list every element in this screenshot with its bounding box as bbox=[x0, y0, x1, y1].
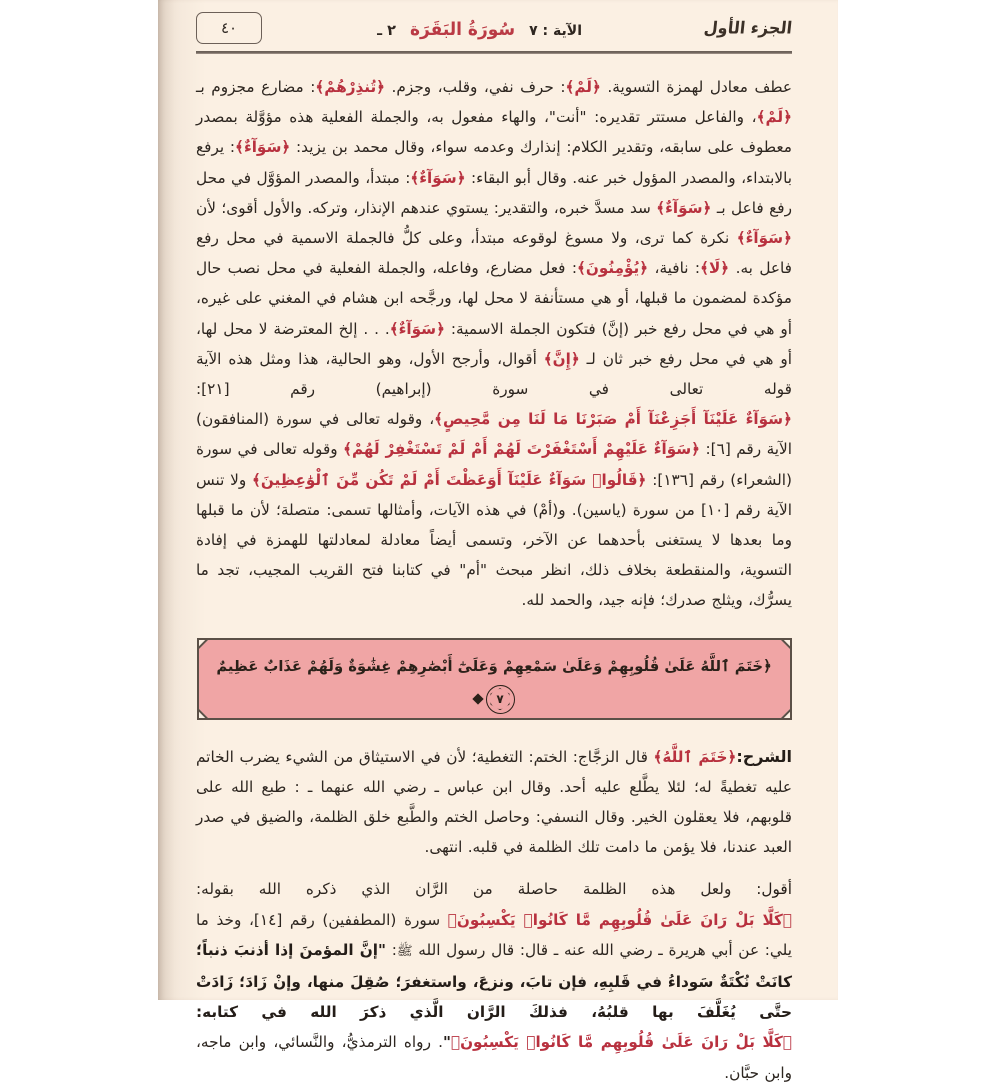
quran-fragment: ﴿تُنذِرْهُمْ﴾ bbox=[315, 78, 386, 96]
explanation-paragraph bbox=[196, 742, 792, 863]
quran-fragment: ﴿إِنَّ﴾ bbox=[543, 349, 580, 368]
juz-label: الجزء الأول bbox=[702, 17, 794, 38]
verse-box-container bbox=[196, 638, 792, 720]
page-number-box bbox=[196, 12, 262, 44]
text-fragment: ولا تنس الآية رقم [١٠] من سورة (ياسين). و(أمْ) في هذه الآيات، وأمثالها تسمى: متصلة؛ لأن ما قبلها وما بعدها لا يستغنى بأحدهما عن الآخر، وتسمى أيضاً معادلة لمعادلتها للهمزة في إفادة التسوية، والمنقطعة بخلاف ذلك، انظر مبحث "أم" في كتابنا فتح القريب المجيب، تجد ما يسرُّك، ويثلج صدرك؛ فإنه جيد، والحمد لله. bbox=[196, 470, 792, 610]
quran-fragment: ﴿يُؤْمِنُونَ﴾ bbox=[577, 259, 649, 278]
quran-fragment: ﴿كَلَّا بَلْ رَانَ عَلَىٰ قُلُوبِهِم مَّا كَانُوا۟ يَكْسِبُونَ﴾ bbox=[447, 910, 792, 929]
text-fragment: : نافية، bbox=[648, 259, 701, 278]
header-center-group bbox=[377, 20, 592, 40]
text-fragment: عطف معادل لهمزة التسوية. bbox=[600, 78, 792, 96]
surah-number-label: ٢ ـ bbox=[377, 23, 396, 39]
text-fragment: نكرة كما ترى، ولا مسوغ لوقوعه مبتدأ، وعلى كلُّ فالجملة الاسمية في محل رفع فاعل به. bbox=[196, 229, 792, 278]
quran-fragment: ﴿سَوَآءٌ﴾ bbox=[235, 138, 291, 157]
quran-fragment: ﴿سَوَآءٌ﴾ bbox=[389, 319, 445, 338]
text-fragment: سورة (المطففين) رقم [١٤]، وخذ ما يلي: عن أبي هريرة ـ رضي الله عنه ـ قال: قال رسول الله bbox=[196, 910, 792, 959]
text-fragment: : يرفع بالابتداء، والمصدر المؤول خبر عنه. وقال أبو البقاء: bbox=[196, 138, 792, 187]
author-note-paragraph bbox=[196, 874, 792, 1087]
quran-verse-text: ﴿خَتَمَ ٱللَّهُ عَلَىٰ قُلُوبِهِمْ وَعَلَىٰ سَمْعِهِمْ وَعَلَىٰٓ أَبْصَٰرِهِمْ غِشَٰوَةٌ وَلَهُمْ عَذَابٌ عَظِيمٌ bbox=[216, 657, 772, 675]
quran-fragment: ﴿لَمْ﴾ bbox=[565, 78, 601, 96]
quran-fragment: ﴿سَوَآءٌ عَلَيْنَآ أَجَزِعْنَآ أَمْ صَبَرْنَا مَا لَنَا مِن مَّحِيصٍ﴾ bbox=[434, 410, 792, 429]
hadith-fragment: " bbox=[443, 1033, 451, 1052]
quran-verse-box bbox=[197, 638, 792, 720]
text-fragment: قال الزجَّاج: الختم: التغطية؛ لأن في الاستيثاق من الشيء يضرب الخاتم عليه تغطيةً له؛ لئلا يطَّلع عليه أحد. وقال ابن عباس ـ رضي الله عنهما ـ : طبع الله على قلوبهم، فلا يعقلون الخير. وقال النسفي: وحاصل الختم والطَّبع خلق الظلمة، والضيق في صدر العبد عندنا، فلا يؤمن ما دامت تلك الظلمة في قلبه. انتهى. bbox=[196, 747, 792, 857]
ayah-marker-row bbox=[199, 685, 790, 714]
page-content bbox=[196, 0, 794, 1082]
quran-fragment: ﴿خَتَمَ ٱللَّهُ﴾ bbox=[653, 747, 737, 766]
explanation-label: الشرح: bbox=[736, 746, 792, 766]
text-fragment: سد مسدَّ خبره، والتقدير: يستوي عندهم الإنذار، وتركه. والأول أقوى؛ لأن bbox=[196, 198, 657, 217]
text-fragment: : فعل مضارع، وفاعله، والجملة الفعلية في محل نصب حال مؤكدة لمضمون ما قبلها، أو هي مستأنفة لا محل لها، ورجَّحه ابن هشام في المغني على غيره، أو هي في محل رفع خبر (إنَّ) فتكون الجملة الاسمية: bbox=[196, 259, 792, 338]
grammar-commentary-paragraph bbox=[196, 72, 792, 616]
text-fragment: . رواه الترمذيُّ، والنَّسائي، وابن ماجه، وابن حبَّان. bbox=[196, 1033, 792, 1082]
quran-fragment: ﴿سَوَآءٌ﴾ bbox=[736, 229, 792, 248]
text-fragment: وقوله تعالى في سورة (الشعراء) رقم [١٣٦]: bbox=[196, 440, 793, 489]
corner-notch-top-left-icon bbox=[779, 638, 792, 651]
quran-fragment: ﴿قَالُوا۟ سَوَآءٌ عَلَيْنَآ أَوَعَظْتَ أَمْ لَمْ تَكُن مِّنَ ٱلْوَٰعِظِينَ﴾ bbox=[251, 470, 647, 489]
text-fragment: . . . إلخ المعترضة لا محل لها، أو هي في محل رفع خبر ثان لـ bbox=[196, 319, 792, 368]
explanation-body bbox=[196, 748, 792, 857]
author-note-label: أقول: bbox=[756, 880, 792, 899]
text-fragment: أقوال، وأرجح الأول، وهو الحالية، هذا ومثل هذه الآية قوله تعالى في سورة (إبراهيم) رقم [٢١]: bbox=[196, 349, 792, 399]
author-note-body bbox=[196, 880, 792, 1081]
diamond-ornament-icon bbox=[472, 693, 483, 704]
ayah-reference-label: الآية : ٧ bbox=[529, 23, 582, 39]
ayah-number-marker-icon bbox=[486, 685, 515, 714]
quran-fragment: ﴿سَوَآءٌ﴾ bbox=[656, 198, 712, 217]
header-divider-rule bbox=[196, 51, 792, 54]
quran-fragment: ﴿لَمْ﴾ bbox=[756, 108, 792, 127]
text-fragment: ، والفاعل مستتر تقديره: "أنت"، والهاء مفعول به، والجملة الفعلية هذه مؤوَّلة بمصدر معطوف على سابقه، وتقدير الكلام: إنذارك وعدمه سواء، وقال محمد بن يزيد: bbox=[196, 108, 793, 157]
quran-fragment: ﴿كَلَّا بَلْ رَانَ عَلَىٰ قُلُوبِهِم مَّا كَانُوا۟ يَكْسِبُونَ﴾ bbox=[450, 1033, 792, 1052]
quran-fragment: ﴿سَوَآءٌ عَلَيْهِمْ أَسْتَغْفَرْتَ لَهُمْ أَمْ لَمْ تَسْتَغْفِرْ لَهُمْ﴾ bbox=[343, 440, 701, 459]
salutation-icon: ﷺ bbox=[396, 943, 413, 959]
text-fragment: : مضارع مجزوم بـ bbox=[196, 78, 316, 96]
page-number: ٤٠ bbox=[220, 19, 238, 37]
ayah-number-value: ٧ bbox=[496, 692, 504, 707]
text-fragment: : bbox=[386, 940, 397, 959]
text-fragment: ولعل هذه الظلمة حاصلة من الرَّان الذي ذكره الله بقوله: bbox=[196, 880, 757, 899]
text-fragment: : مبتدأ، والمصدر المؤوَّل في محل رفع فاعل بـ bbox=[196, 168, 792, 217]
text-fragment: : حرف نفي، وقلب، وجزم. bbox=[385, 78, 566, 96]
text-fragment: ، وقوله تعالى في سورة (المنافقون) الآية رقم [٦]: bbox=[196, 410, 792, 459]
page-header bbox=[196, 0, 792, 58]
hadith-fragment: "إنَّ المؤمنَ إذا أذنبَ ذنباً؛ كانَتْ نُكْتَةٌ سَوداءُ في قَلبِهِ، فإن تابَ، ونزعَ، واستغفرَ؛ صُقِلَ منها، وإنْ زَادَ؛ زَادَتْ حتَّى يُغَلَّفَ بها قلبُهُ، فذلكَ الرَّان الَّذي ذكرَ الله في كتابه: bbox=[196, 940, 792, 1022]
corner-notch-top-right-icon bbox=[197, 638, 210, 651]
surah-name-label: سُورَةُ البَقَرَة bbox=[410, 19, 516, 41]
quran-fragment: ﴿سَوَآءٌ﴾ bbox=[410, 168, 466, 187]
quran-fragment: ﴿لَا﴾ bbox=[700, 259, 730, 278]
